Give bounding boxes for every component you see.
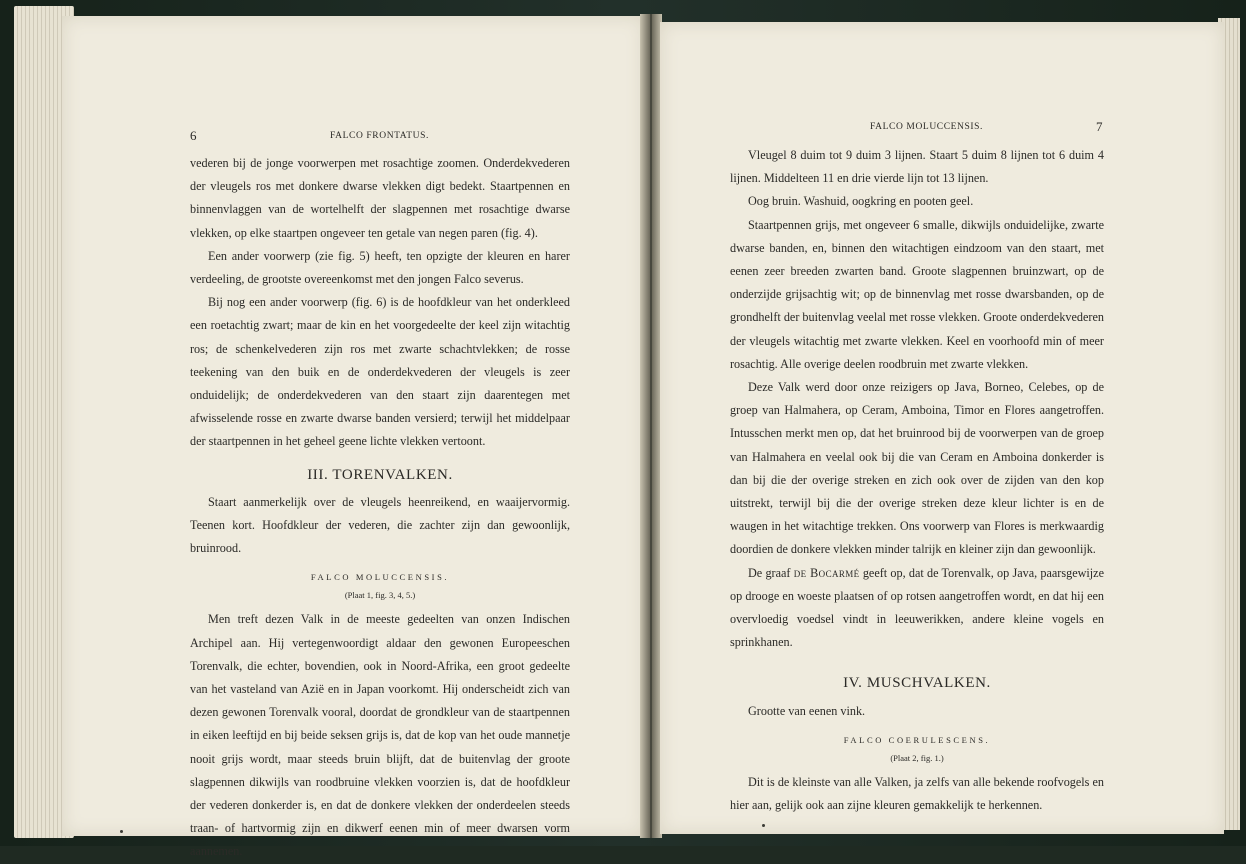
right-page-number: 7 — [1096, 119, 1103, 134]
right-paragraph-1: Vleugel 8 duim tot 9 duim 3 lijnen. Staart 5 duim 8 lijnen tot 6 duim 4 lijnen. Middelteen 11 en drie vierde lijn tot 13 lijnen. — [730, 148, 1104, 186]
right-species-name: FALCO COERULESCENS. — [843, 734, 991, 745]
right-page — [660, 22, 1224, 834]
left-paragraph-1: vederen bij de jonge voorwerpen met rosachtige zoomen. Onderdekvederen der vleugels ros met donkere dwarse vlekken digt bedekt. Staartpennen en binnenvlaggen van de wortelhelft der slagpennen met rosachtige dwarse vlekken, op elke staartpen ongeveer ten getale van negen paren (fig. 4). — [190, 156, 570, 240]
right-paragraph-5 — [730, 562, 1104, 655]
right-body-text — [730, 144, 1104, 817]
right-paragraph-2: Oog bruin. Washuid, oogkring en pooten geel. — [748, 194, 974, 209]
left-section-paragraph: Staart aanmerkelijk over de vleugels heenreikend, en waaijervormig. Teenen kort. Hoofdkleur der vederen, die zachter zijn dan gewoonlijk, bruinrood. — [190, 494, 570, 556]
speck-mark — [120, 830, 123, 833]
right-paragraph-3: Staartpennen grijs, met ongeveer 6 smalle, dikwijls onduidelijke, zwarte dwarse banden, en, binnen den witachtigen eindzoom van den staart, met eenen zeer breeden zwarten band. Groote slagpennen bruinzwart, op de onderzijde grijsachtig wit; op de binnenvlag met rosse dwarsbanden, op de grondhelft der buitenvlag veelal met rosse vlekken. Groote onderdekvederen der vleugels witachtig met zwarte vlekken. Keel en voorhoofd min of meer rosachtig. Alle overige deelen roodbruin met zwarte vlekken. — [730, 217, 1104, 371]
left-body-text — [190, 152, 570, 864]
left-paragraph-3: Bij nog een ander voorwerp (fig. 6) is de hoofdkleur van het onderkleed een roetachtig zwart; maar de kin en het voorgedeelte der keel zijn witachtig ros; de schenkelvederen zijn ros met zwarte schachtvlekken; de rosse teekening van den buik en de onderdekvederen der vleugels is zeer onduidelijk; de onderdekvederen van den staart zijn daarentegen met afwisselende rosse en zwarte dwarse banden versierd; terwijl het middelpaar der staartpennen in het geheel geene lichte vlekken vertoont. — [190, 295, 570, 449]
right-paragraph-5-start: De graaf — [748, 565, 791, 580]
author-name-bocarme: de Bocarmé — [793, 565, 860, 580]
left-page-number: 6 — [190, 128, 197, 143]
left-paragraph-4: Men treft dezen Valk in de meeste gedeelten van onzen Indischen Archipel aan. Hij vertegenwoordigt aldaar den gewonen Europeeschen Torenvalk, die echter, bovendien, ook in Noord-Afrika, een groot gedeelte van het vasteland van Azië en in Japan voorkomt. Hij onderscheidt zich van dezen gewonen Torenvalk vooral, doordat de grondkleur van de staartpennen in eiken leeftijd en bij beide seksen grijs is, dat de kop van het oude mannetje nooit grijs wordt, maar steeds bruin blijft, dat de buitenvlag der groote slagpennen dikwijls van roodbruine vlekken voorzien is, dat de hoofdkleur der vederen donkerder is, en dat de donkere vlekken der onderdeelen steeds traan- of hartvormig zijn en dikwerf eenen min of meer dwarsen vorm aannemen. — [190, 612, 570, 859]
left-page — [62, 16, 644, 859]
left-species-name: FALCO MOLUCCENSIS. — [310, 572, 450, 583]
left-running-head: FALCO FRONTATUS. — [330, 131, 429, 141]
left-section-heading: III. TORENVALKEN. — [307, 466, 453, 483]
left-plate-reference: (Plaat 1, fig. 3, 4, 5.) — [344, 590, 416, 601]
speck-mark — [762, 824, 765, 827]
right-plate-reference: (Plaat 2, fig. 1.) — [890, 752, 944, 763]
right-section-paragraph: Grootte van eenen vink. — [748, 703, 866, 718]
right-paragraph-5-rest: geeft op, dat de Torenvalk, op Java, paarsgewijze op drooge en woeste plaatsen of op rotsen aangetroffen wordt, en dat hij een overvloedig voedsel vindt in leeuwerikken, andere kleine vogels en sprinkhanen. — [730, 565, 1104, 650]
book-gutter — [640, 14, 662, 838]
left-paragraph-2: Een ander voorwerp (zie fig. 5) heeft, ten opzigte der kleuren en harer verdeeling, de grootste overeenkomst met den jongen Falco severus. — [190, 248, 570, 287]
right-paragraph-6: Dit is de kleinste van alle Valken, ja zelfs van alle bekende roofvogels en hier aan, gelijk ook aan zijne kleuren gemakkelijk te herkennen. — [730, 774, 1104, 813]
right-section-heading: IV. MUSCHVALKEN. — [843, 675, 991, 692]
right-paragraph-4: Deze Valk werd door onze reizigers op Java, Borneo, Celebes, op de groep van Halmahera, op Ceram, Amboina, Timor en Flores aangetroffen. Intusschen merkt men op, dat het bruinrood bij de voorwerpen van de groep van Halmahera en veelal ook bij die van Ceram en Amboina donkerder is dan bij die der overige streken en zich ook over de zijden van den kop uitstrekt, terwijl bij die der overige streken deze kleur lichter is en de waugen in het witachtige trekken. Ons voorwerp van Flores is merkwaardig doordien de donkere vlekken minder talrijk en kleiner zijn dan gewoonlijk. — [730, 380, 1104, 557]
right-running-head: FALCO MOLUCCENSIS. — [870, 122, 984, 132]
